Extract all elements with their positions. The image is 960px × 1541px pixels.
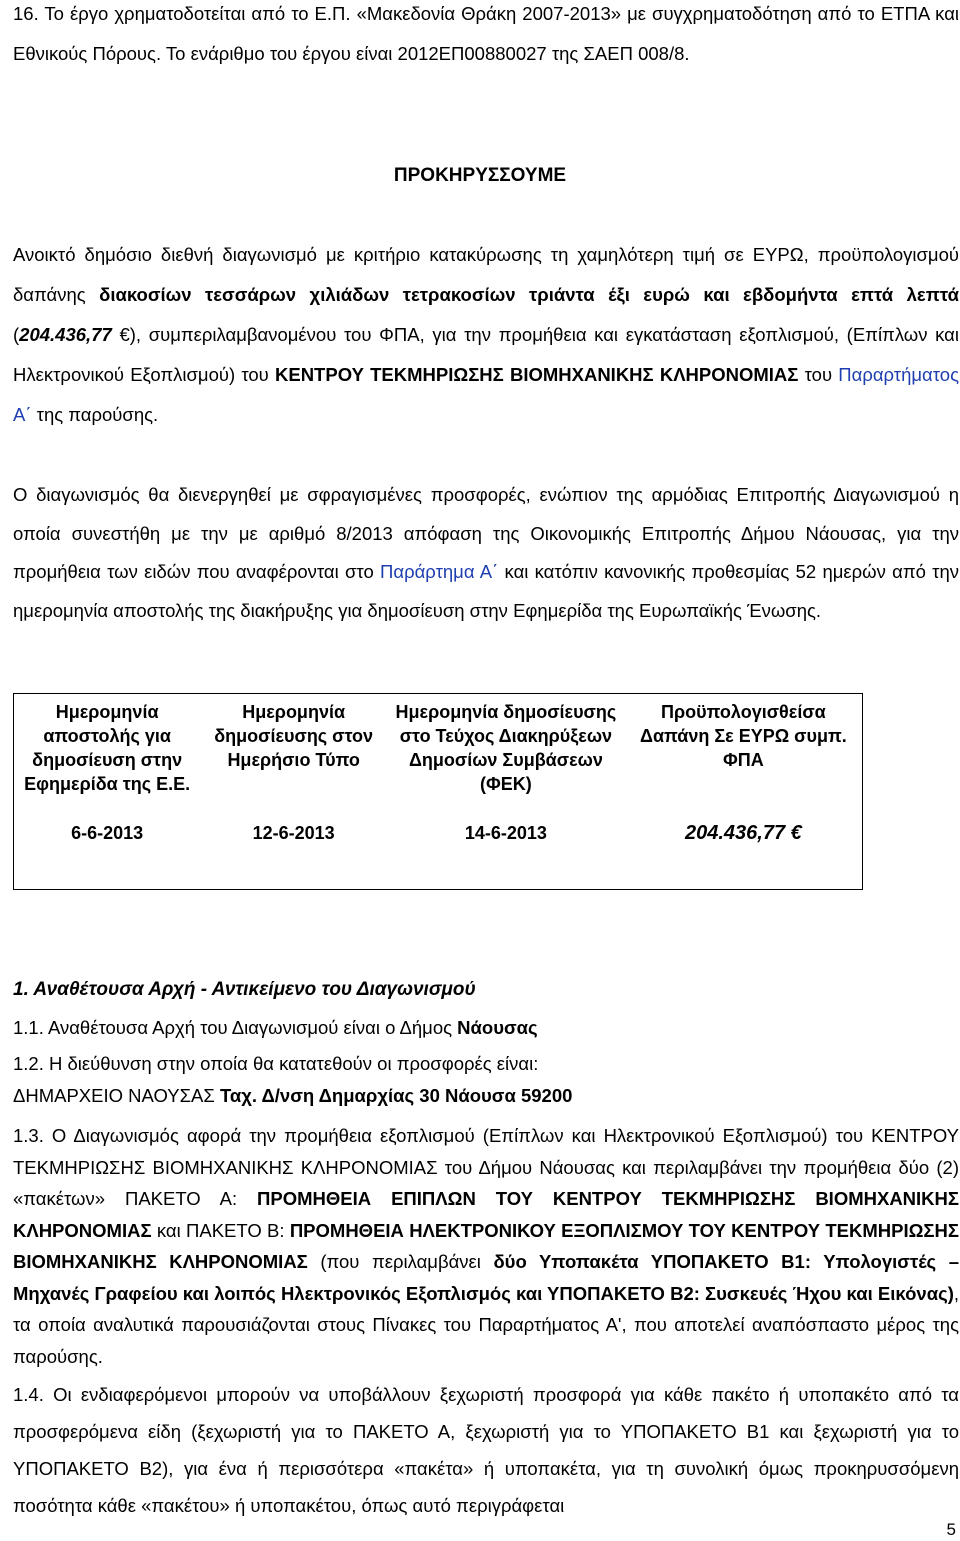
budget-amount: 204.436,77 <box>19 324 112 345</box>
section-1-2-text: 1.2. Η διεύθυνση στην οποία θα κατατεθούν οι προσφορές είναι: <box>13 1053 539 1074</box>
section-1-1-text: 1.1. Αναθέτουσα Αρχή του Διαγωνισμού είναι ο Δήμος <box>13 1017 458 1038</box>
section-1-3-text-3: (που περιλαμβάνει <box>307 1251 494 1272</box>
cell-fek-date: 14-6-2013 <box>464 823 547 843</box>
section-1-3-text-2: και ΠΑΚΕΤΟ Β: <box>151 1219 290 1241</box>
announcement-text-3: €), συμπεριλαμβανομένου του ΦΠΑ, για την προμήθεια και εγκατάσταση εξοπλισμού, (Επίπλων και Ηλεκτρονικού Εξοπλισμού) του <box>13 324 959 385</box>
paragraph-16-text: 16. Το έργο χρηματοδοτείται από το Ε.Π. «Μακεδονία Θράκη 2007-2013» με συγχρηματοδότηση από το ΕΤΠΑ και Εθνικούς Πόρους. Το ενάριθμο του έργου είναι 2012ΕΠ00880027 της ΣΑΕΠ 008/8. <box>13 3 959 64</box>
header-daily-press-date: Ημερομηνία δημοσίευσης στον Ημερήσιο Τύπο <box>214 702 374 770</box>
section-1-3-text-1: 1.3. Ο Διαγωνισμός αφορά την προμήθεια εξοπλισμού (Επίπλων και Ηλεκτρονικού Εξοπλισμού) του ΚΕΝΤΡΟΥ ΤΕΚΜΗΡΙΩΣΗΣ ΒΙΟΜΗΧΑΝΙΚΗΣ ΚΛΗΡΟΝΟΜΙΑΣ του Δήμου Νάουσας και περιλαμβάνει την προμήθεια δύο (2) «πακέτων» ΠΑΚΕΤΟ Α: <box>13 1125 959 1209</box>
announcement-paragraph <box>13 235 959 435</box>
section-1-3 <box>13 1120 959 1372</box>
section-1-4-text: 1.4. Οι ενδιαφερόμενοι μπορούν να υποβάλλουν ξεχωριστή προσφορά για κάθε πακέτο ή υποπακέτο από τα προσφερόμενα είδη (ξεχωριστή για το ΠΑΚΕΤΟ Α, ξεχωριστή για το ΥΠΟΠΑΚΕΤΟ Β1 και ξεχωριστή για το ΥΠΟΠΑΚΕΤΟ Β2), για ένα ή περισσότερα «πακέτα» ή υποπακέτα, για τη συνολική όμως προκηρυσσόμενη ποσότητα κάθε «πακέτου» ή υποπακέτου, όπως αυτό περιγράφεται <box>13 1384 959 1516</box>
address-line <box>13 1080 959 1112</box>
cell-eu-journal-date: 6-6-2013 <box>71 823 144 843</box>
announcement-text-4: του <box>798 364 839 385</box>
annex-a-link: Παράρτημα Α΄ <box>380 561 499 582</box>
cell-daily-press-date: 12-6-2013 <box>252 823 335 843</box>
header-fek-date: Ημερομηνία δημοσίευσης στο Τεύχος Διακηρύξεων Δημοσίων Συμβάσεων (ΦΕΚ) <box>395 702 617 794</box>
section-1-1 <box>13 1012 959 1044</box>
announcement-text-1: Ανοικτό δημόσιο διεθνή διαγωνισμό με κριτήριο κατακύρωσης τη χαμηλότερη τιμή σε ΕΥΡΩ, προϋπολογισμού δαπάνης <box>13 244 959 305</box>
header-budget: Προϋπολογισθείσα Δαπάνη Σε ΕΥΡΩ συμπ. ΦΠΑ <box>640 702 847 770</box>
page-number: 5 <box>946 1520 956 1539</box>
procedure-paragraph <box>13 476 959 630</box>
package-a-title: ΠΡΟΜΗΘΕΙΑ ΕΠΙΠΛΩΝ ΤΟΥ ΚΕΝΤΡΟΥ ΤΕΚΜΗΡΙΩΣΗΣ ΒΙΟΜΗΧΑΝΙΚΗΣ ΚΛΗΡΟΝΟΜΙΑΣ <box>13 1188 960 1241</box>
table-row <box>14 821 863 890</box>
section-1-2 <box>13 1048 959 1080</box>
proclamation-title: ΠΡΟΚΗΡΥΣΣΟΥΜΕ <box>393 165 567 186</box>
procedure-text-2: και κατόπιν κανονικής προθεσμίας 52 ημερών από την ημερομηνία αποστολής της διακήρυξης για δημοσίευση στην Εφημερίδα της Ευρωπαϊκής Ένωσης. <box>13 561 960 621</box>
package-b-title: ΠΡΟΜΗΘΕΙΑ ΗΛΕΚΤΡΟΝΙΚΟΥ ΕΞΟΠΛΙΣΜΟΥ ΤΟΥ ΚΕΝΤΡΟΥ ΤΕΚΜΗΡΙΩΣΗΣ ΒΙΟΜΗΧΑΝΙΚΗΣ ΚΛΗΡΟΝΟΜΙΑΣ <box>13 1219 959 1272</box>
table-header-row <box>14 694 863 822</box>
section-1-3-text-4: , τα οποία αναλυτικά παρουσιάζονται στους Πίνακες του Παραρτήματος Α', που αποτελεί αναπόσπαστο μέρος της παρούσης. <box>13 1282 959 1367</box>
section-1-4 <box>13 1376 959 1524</box>
procedure-text-1: Ο διαγωνισμός θα διενεργηθεί με σφραγισμένες προσφορές, ενώπιον της αρμόδιας Επιτροπής Διαγωνισμού η οποία συνεστήθη με την με αριθμό 8/2013 απόφαση της Οικονομικής Επιτροπής Δήμου Νάουσας, για την προμήθεια των ειδών που αναφέρονται στο <box>13 484 959 582</box>
cell-budget: 204.436,77 € <box>684 822 802 844</box>
section-1-heading: 1. Αναθέτουσα Αρχή - Αντικείμενο του Διαγωνισμού <box>13 979 476 1000</box>
subpackages-description: δύο Υποπακέτα ΥΠΟΠΑΚΕΤΟ Β1: Υπολογιστές – Μηχανές Γραφείου και λοιπός Ηλεκτρονικός Εξοπλισμός και ΥΠΟΠΑΚΕΤΟ Β2: Συσκευές Ήχου και Εικόνας) <box>13 1251 960 1304</box>
annex-a-reference: Παραρτήματος Α΄ <box>13 364 960 425</box>
publication-dates-table <box>13 693 863 890</box>
announcement-text-2: ( <box>13 324 20 345</box>
header-eu-journal-date: Ημερομηνία αποστολής για δημοσίευση στην Εφημερίδα της Ε.Ε. <box>24 702 191 794</box>
budget-in-words: διακοσίων τεσσάρων χιλιάδων τετρακοσίων τριάντα έξι ευρώ και εβδομήντα επτά λεπτά <box>99 284 959 305</box>
announcement-text-5: της παρούσης. <box>31 404 159 425</box>
paragraph-16 <box>13 0 959 74</box>
center-name: ΚΕΝΤΡΟΥ ΤΕΚΜΗΡΙΩΣΗΣ ΒΙΟΜΗΧΑΝΙΚΗΣ ΚΛΗΡΟΝΟΜΙΑΣ <box>275 364 799 385</box>
address-street: Ταχ. Δ/νση Δημαρχίας 30 Νάουσα 59200 <box>219 1085 573 1106</box>
address-building: ΔΗΜΑΡΧΕΙΟ ΝΑΟΥΣΑΣ <box>13 1085 220 1106</box>
authority-name: Νάουσας <box>457 1017 538 1038</box>
